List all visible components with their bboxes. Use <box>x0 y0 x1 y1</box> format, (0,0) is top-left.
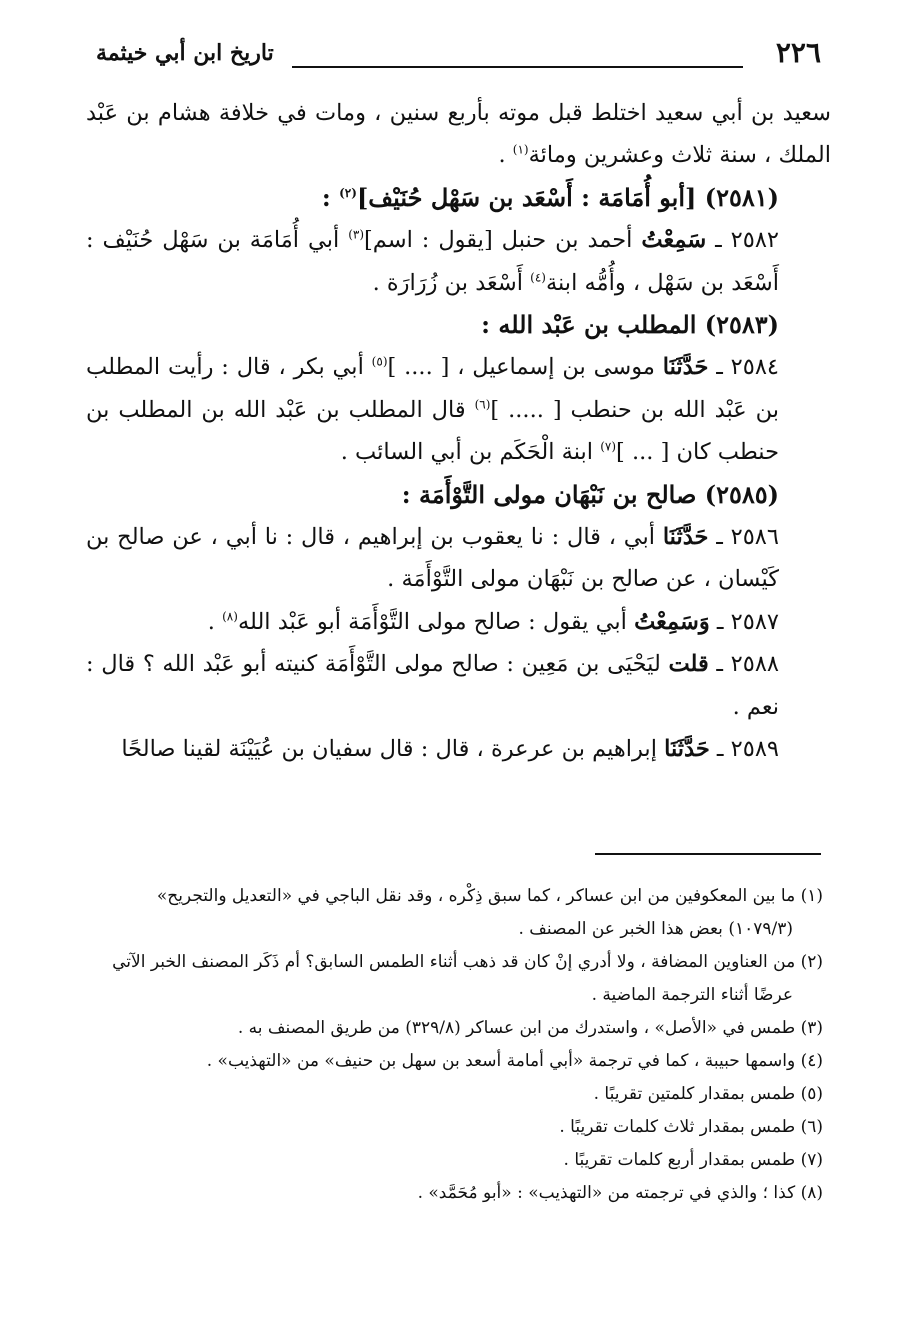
entry-heading-2585: (٢٥٨٥) صالح بن نَبْهَان مولى التَّوْأَمَة : <box>401 479 779 509</box>
footnotes <box>94 880 823 1210</box>
transmission-keyword: قلت <box>668 651 709 678</box>
transmission-keyword: حَدَّثَنَا <box>664 736 710 763</box>
footnote-5: (٥) طمس بمقدار كلمتين تقريبًا . <box>593 1084 823 1104</box>
footnote-ref[interactable]: (٢) <box>339 185 357 200</box>
main-text <box>86 92 831 771</box>
footnote-3: (٣) طمس في «الأصل» ، واستدرك من ابن عساكر (٣٢٩/٨) من طريق المصنف به . <box>237 1018 823 1038</box>
entry-2586: ٢٥٨٦ ـ حَدَّثَنَا أبي ، قال : نا يعقوب بن إبراهيم ، قال : نا أبي ، عن صالح بن كَيْسان ، عن صالح بن نَبْهَان مولى التَّوْأَمَة . <box>86 524 779 593</box>
footnote-ref[interactable]: (٣) <box>348 227 365 242</box>
footnote-ref[interactable]: (٧) <box>600 439 617 454</box>
transmission-keyword: وَسَمِعْتُ <box>634 608 710 635</box>
header-rule <box>292 66 743 68</box>
footnote-2: (٢) من العناوين المضافة ، ولا أدري إنْ كان قد ذهب أثناء الطمس السابق؟ أم ذَكَر المصنف الخبر الآتي <box>112 952 823 972</box>
running-header <box>96 36 821 76</box>
footnote-2-continuation: عرضًا أثناء الترجمة الماضية . <box>591 985 793 1005</box>
page-number: ٢٢٦ <box>775 36 821 69</box>
footnote-7: (٧) طمس بمقدار أربع كلمات تقريبًا . <box>563 1150 823 1170</box>
footnote-ref[interactable]: (٨) <box>222 609 238 624</box>
paragraph-continuation: سعيد بن أبي سعيد اختلط قبل موته بأربع سنين ، ومات في خلافة هشام بن عَبْد الملك ، سنة ثلاث وعشرين ومائة$^{(١)}$ . <box>86 100 831 169</box>
footnote-ref[interactable]: (٤) <box>530 270 546 285</box>
entry-2584: ٢٥٨٤ ـ حَدَّثَنَا موسى بن إسماعيل ، [ .... ]$^{(٥)}$ أبي بكر ، قال : رأيت المطلب بن عَبْد الله بن حنطب [ ..... ]$^{(٦)}$ قال المطلب بن عَبْد الله بن المطلب بن حنطب كان [ ... ]$^{(٧)}$ ابنة الْحَكَم بن أبي السائب . <box>86 354 779 466</box>
book-title: تاريخ ابن أبي خيثمة <box>96 40 274 66</box>
footnote-separator <box>595 853 821 855</box>
footnote-8: (٨) كذا ؛ والذي في ترجمته من «التهذيب» : «أبو مُحَمَّد» . <box>417 1183 823 1203</box>
footnote-1-continuation: (١٠٧٩/٣) بعض هذا الخبر عن المصنف . <box>518 919 793 939</box>
transmission-keyword: حَدَّثَنَا <box>662 354 709 381</box>
footnote-4: (٤) واسمها حبيبة ، كما في ترجمة «أبي أمامة أسعد بن سهل بن حنيف» من «التهذيب» . <box>206 1051 823 1071</box>
footnote-1: (١) ما بين المعكوفين من ابن عساكر ، كما سبق ذِكْره ، وقد نقل الباجي في «التعديل والتجريح» <box>156 886 823 906</box>
entry-2589: ٢٥٨٩ ـ حَدَّثَنَا إبراهيم بن عرعرة ، قال : قال سفيان بن عُيَيْنَة لقينا صالحًا <box>121 736 779 763</box>
footnote-ref[interactable]: (٦) <box>474 397 491 412</box>
entry-heading-2583: (٢٥٨٣) المطلب بن عَبْد الله : <box>481 310 779 340</box>
transmission-keyword: حَدَّثَنَا <box>662 524 709 551</box>
entry-2587: ٢٥٨٧ ـ وَسَمِعْتُ أبي يقول : صالح مولى التَّوْأَمَة أبو عَبْد الله$^{(٨)}$ . <box>207 608 779 635</box>
transmission-keyword: سَمِعْتُ <box>641 227 707 254</box>
entry-2582: ٢٥٨٢ ـ سَمِعْتُ أحمد بن حنبل [يقول : اسم]$^{(٣)}$ أبي أُمَامَة بن سَهْل حُنَيْف : أَسْعَد بن سَهْل ، وأُمُّه ابنة$^{(٤)}$ أَسْعَد بن زُرَارَة . <box>86 227 779 296</box>
footnote-6: (٦) طمس بمقدار ثلاث كلمات تقريبًا . <box>559 1117 823 1137</box>
entry-heading-2581: (٢٥٨١) [أبو أُمَامَة : أَسْعَد بن سَهْل حُنَيْف]$^{(٢)}$ : <box>321 182 779 212</box>
entry-2588: ٢٥٨٨ ـ قلت ليَحْيَى بن مَعِين : صالح مولى التَّوْأَمَة كنيته أبو عَبْد الله ؟ قال : نعم . <box>86 651 779 720</box>
footnote-ref[interactable]: (٥) <box>371 354 388 369</box>
footnote-ref[interactable]: (١) <box>512 142 529 157</box>
